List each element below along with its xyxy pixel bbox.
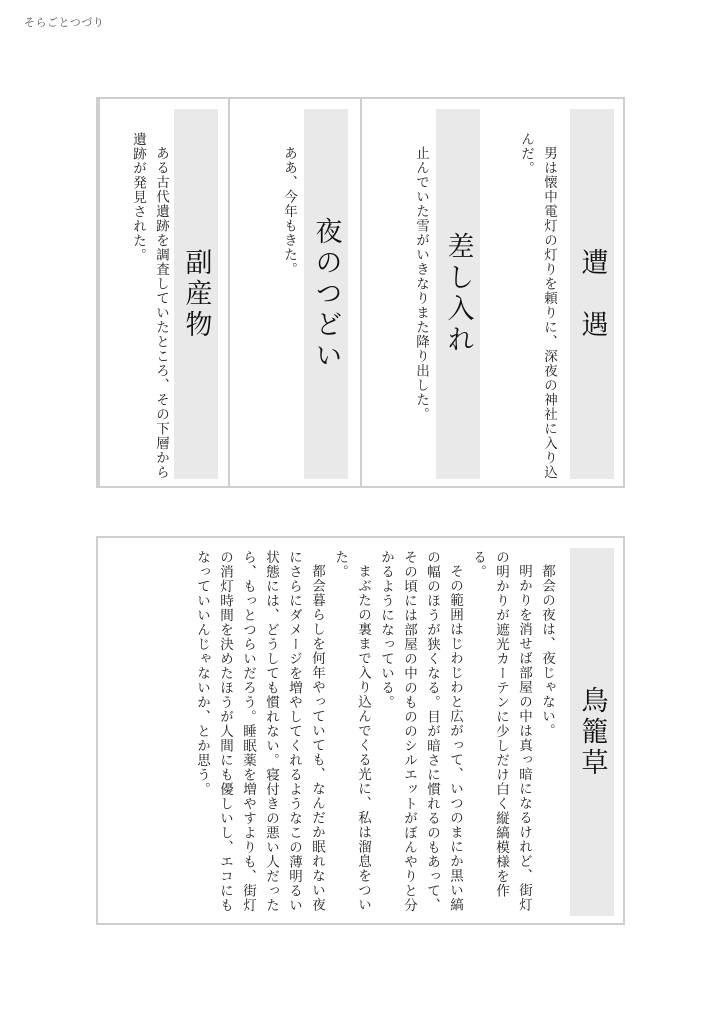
bottom-story-panel	[96, 536, 625, 925]
story-title-band	[174, 109, 218, 479]
story-title-band	[304, 109, 348, 479]
story-column-1	[490, 99, 623, 486]
story-paragraph: その範囲はじわじわと広がって、いつのまにか黒い縞の幅のほうが狭くなる。目が暗さに慣れるのもあって、その頃には部屋の中のもののシルエットがぼんやりと分かるようになっている。	[378, 550, 463, 913]
story-text: 男は懐中電灯の灯りを頼りに、深夜の神社に入り込んだ。	[518, 132, 557, 479]
story-title: 差し入れ	[442, 232, 474, 356]
story-title: 遭 遇	[576, 247, 608, 341]
story-text: 止んでいた雪がいきなりまた降り出した。	[413, 145, 429, 421]
story-title: 夜のつどい	[310, 216, 342, 372]
story-column-3	[228, 99, 362, 486]
story-paragraph: 都会暮らしを何年やっていても、なんだか眠れない夜にさらにダメージを増やしてくれるようなこの薄明るい状態には、どうしても慣れない。寝付きの悪い人だったら、もっとつらいだろう。睡眠薬を増やすよりも、街灯の消灯時間を決めたほうが人間にも優しいし、エコにもなっていいんじゃないか、とか思う。	[194, 550, 325, 913]
story-title: 副産物	[180, 247, 212, 341]
story-text: ああ、今年もきた。	[281, 145, 297, 276]
site-title: そらごとつづり	[24, 16, 105, 29]
story-title: 鳥籠草	[576, 685, 608, 779]
story-column-2	[360, 99, 492, 486]
story-paragraph: 明かりを消せば部屋の中は真っ暗になるけれど、街灯の明かりが遮光カーテンに少しだけ白く縦縞模様を作る。	[470, 550, 532, 912]
story-paragraph: まぶたの裏まで入り込んでくる光に、私は溜息をついた。	[332, 550, 371, 912]
story-title-band	[570, 109, 614, 479]
story-body	[118, 550, 558, 915]
top-story-panel	[96, 97, 625, 488]
story-title-band	[436, 109, 480, 479]
story-paragraph: 都会の夜は、夜じゃない。	[539, 563, 555, 738]
story-title-band	[570, 548, 614, 916]
story-text: ある古代遺跡を調査していたところ、その下層から遺跡が発見された。	[130, 132, 169, 479]
story-column-4	[98, 99, 230, 486]
